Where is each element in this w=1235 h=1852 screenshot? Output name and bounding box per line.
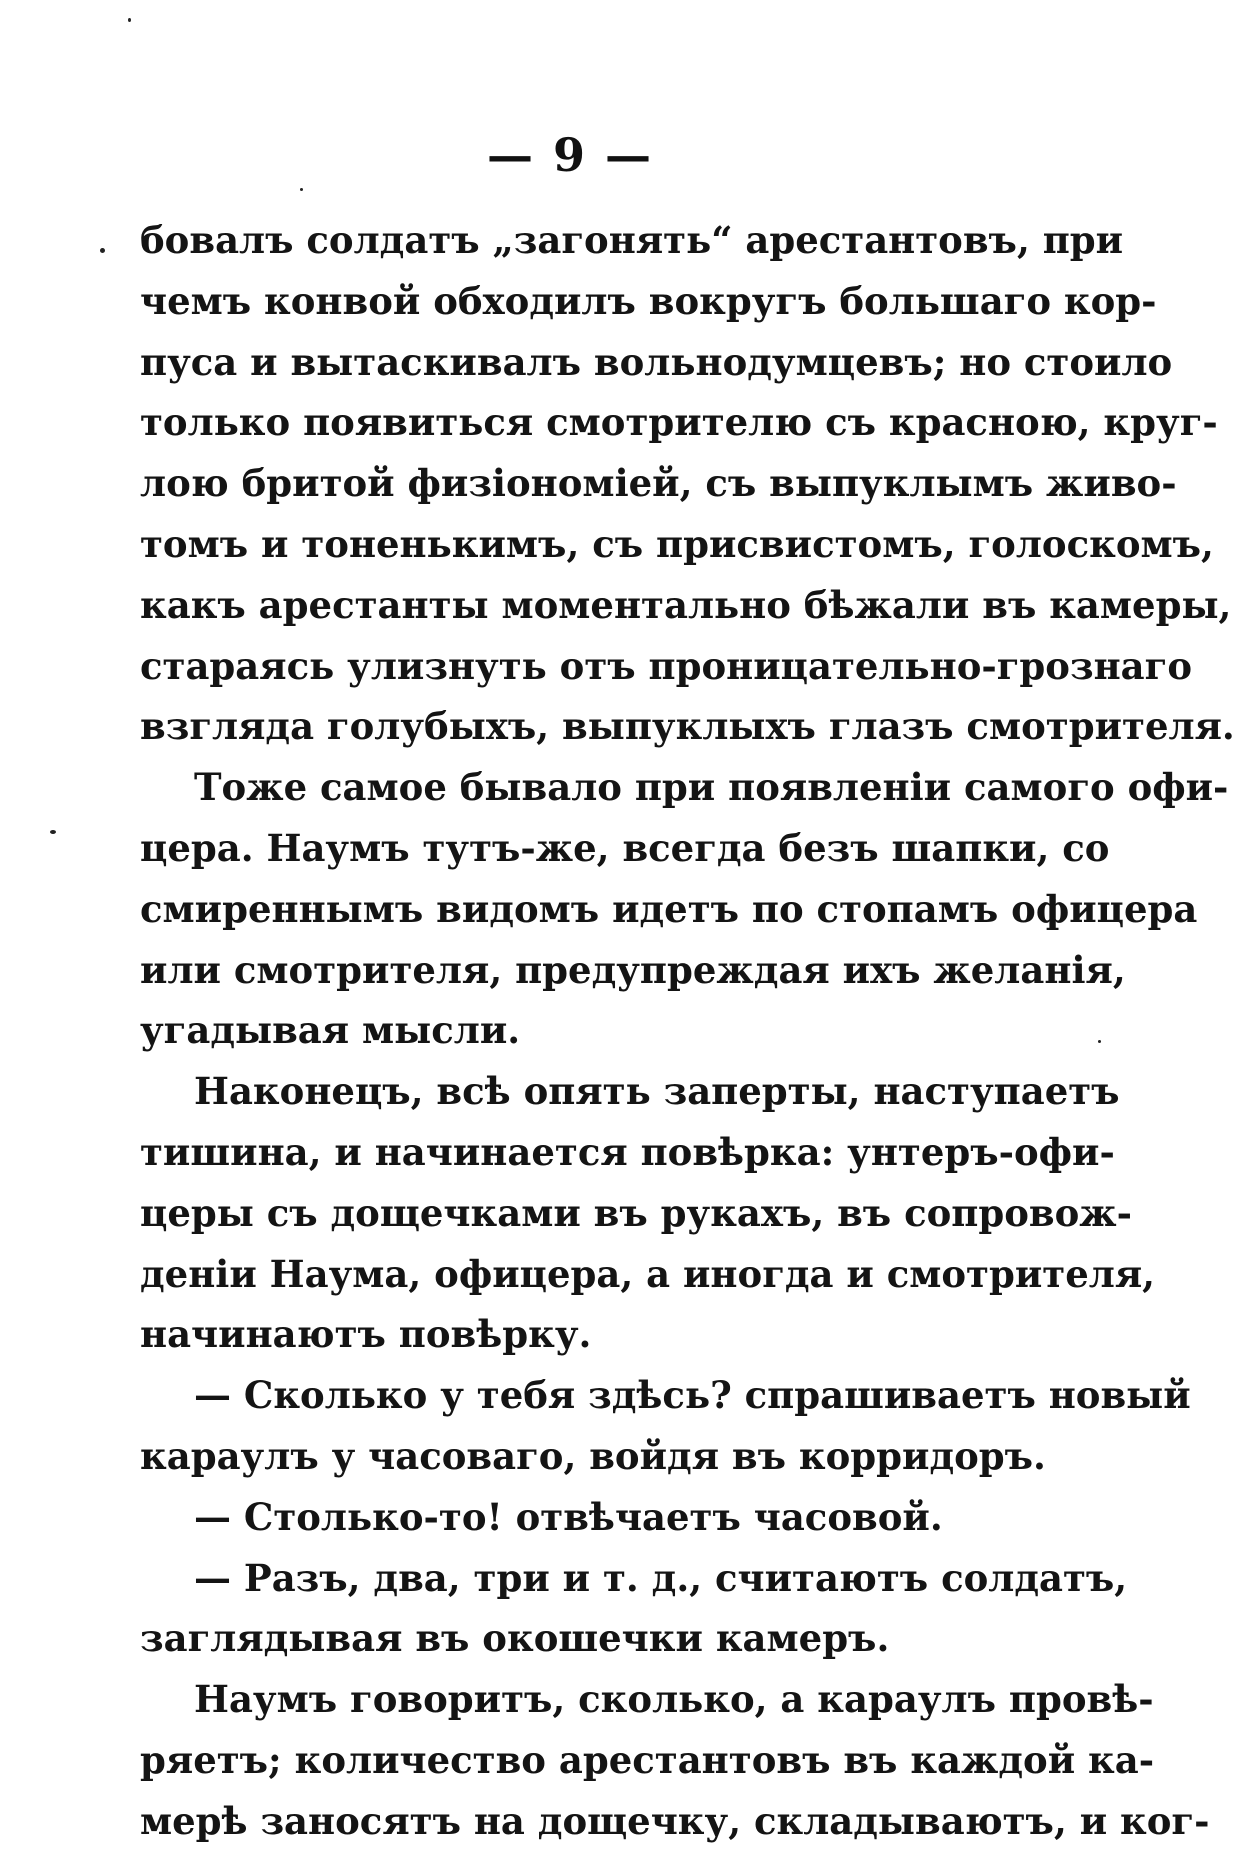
text-line: томъ и тоненькимъ, съ присвистомъ, голоскомъ, — [140, 521, 1214, 566]
text-line: лою бритой физіономіей, съ выпуклымъ живо- — [140, 461, 1177, 506]
text-line: караулъ у часоваго, войдя въ корридоръ. — [140, 1433, 1046, 1478]
text-line: цера. Наумъ тутъ-же, всегда безъ шапки, со — [140, 825, 1110, 870]
text-line: только появиться смотрителю съ красною, круг- — [140, 400, 1218, 445]
text-line: бовалъ солдатъ „загонять“ арестантовъ, при — [140, 218, 1124, 262]
text-line: — Сколько у тебя здѣсь? спрашиваетъ новый — [194, 1373, 1191, 1418]
body-text — [140, 210, 1235, 1852]
text-line: пуса и вытаскивалъ вольнодумцевъ; но стоило — [140, 339, 1173, 384]
text-line: или смотрителя, предупреждая ихъ желанія, — [140, 947, 1126, 992]
text-line: Наумъ говоритъ, сколько, а караулъ провѣ- — [194, 1677, 1154, 1722]
ink-speck — [1098, 1040, 1101, 1043]
ink-speck — [128, 18, 131, 22]
ink-speck — [50, 830, 56, 834]
text-line: стараясь улизнуть отъ проницательно-грознаго — [140, 643, 1193, 688]
text-line: деніи Наума, офицера, а иногда и смотрителя, — [140, 1251, 1156, 1296]
text-line: церы съ дощечками въ рукахъ, въ сопровож- — [140, 1190, 1133, 1235]
text-line: ряетъ; количество арестантовъ въ каждой ка- — [140, 1737, 1155, 1782]
text-line: взгляда голубыхъ, выпуклыхъ глазъ смотрителя. — [140, 704, 1235, 749]
ink-speck — [100, 248, 105, 253]
text-line: — Разъ, два, три и т. д., считаютъ солдатъ, — [194, 1555, 1128, 1600]
text-line: Тоже самое бывало при появленіи самого офи- — [194, 765, 1229, 810]
text-line: мерѣ заносятъ на дощечку, складываютъ, и ког- — [140, 1798, 1210, 1843]
text-line: тишина, и начинается повѣрка: унтеръ-офи- — [140, 1129, 1115, 1174]
text-line: Наконецъ, всѣ опять заперты, наступаетъ — [194, 1069, 1120, 1114]
text-line: — Столько-то! отвѣчаетъ часовой. — [194, 1494, 943, 1539]
page-number: — 9 — — [486, 128, 654, 182]
ink-speck — [300, 188, 303, 191]
text-line: смиреннымъ видомъ идетъ по стопамъ офицера — [140, 886, 1198, 931]
text-line: какъ арестанты моментально бѣжали въ камеры, — [140, 582, 1232, 627]
text-line: угадывая мысли. — [140, 1008, 521, 1053]
text-line: заглядывая въ окошечки камеръ. — [140, 1616, 890, 1661]
text-line: начинаютъ повѣрку. — [140, 1312, 592, 1357]
text-line: чемъ конвой обходилъ вокругъ большаго кор- — [140, 278, 1157, 323]
